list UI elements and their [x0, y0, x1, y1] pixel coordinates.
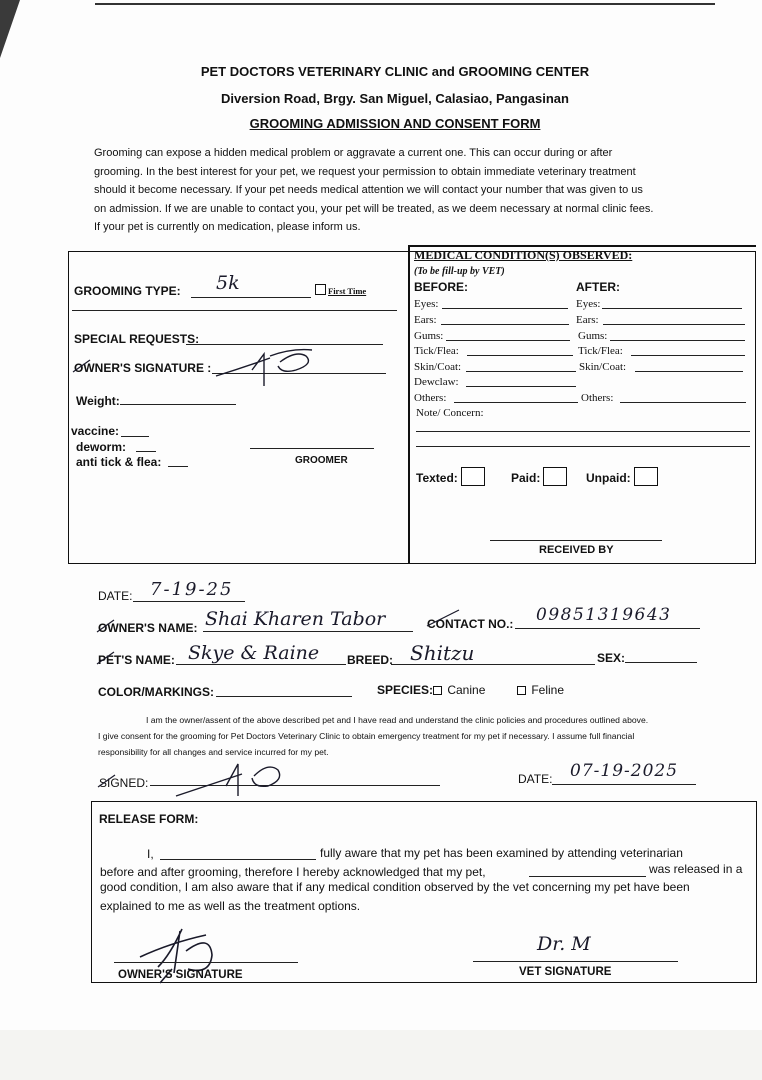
- owner-release-signature-line[interactable]: [114, 962, 298, 963]
- intro-paragraph: [94, 144, 714, 237]
- before-skin-field[interactable]: [466, 371, 576, 372]
- signed-date-field[interactable]: [552, 784, 696, 785]
- right-panel-top-border: [408, 245, 756, 247]
- strike-mark: [97, 773, 117, 789]
- owner-signature-label: OWNER'S SIGNATURE :: [74, 361, 212, 375]
- first-time-option[interactable]: [315, 284, 366, 296]
- before-eyes-field[interactable]: [442, 308, 568, 309]
- release-form-title: RELEASE FORM:: [99, 812, 199, 826]
- before-label: BEFORE:: [414, 280, 468, 294]
- owner-release-signature-label: OWNER'S SIGNATURE: [118, 969, 243, 981]
- note-line-2[interactable]: [416, 446, 750, 447]
- strike-mark: [96, 618, 116, 634]
- release-line-3: good condition, I am also aware that if any medical condition observed by the vet concerning my pet have been: [100, 880, 690, 894]
- before-dewclaw-field[interactable]: [466, 386, 576, 387]
- consent-line: responsibility for all changes and service incurred for my pet.: [98, 747, 329, 757]
- form-title: GROOMING ADMISSION AND CONSENT FORM: [249, 116, 541, 131]
- note-concern-label: Note/ Concern:: [416, 407, 484, 419]
- owner-name-value: Shai Kharen Tabor: [205, 608, 386, 630]
- clinic-address: Diversion Road, Brgy. San Miguel, Calasiao, Pangasinan: [221, 91, 569, 106]
- signed-label: SIGNED:: [99, 776, 149, 790]
- weight-field[interactable]: [120, 404, 236, 405]
- consent-line: I am the owner/assent of the above described pet and I have read and understand the clinic policies and procedures outlined above.: [146, 715, 649, 725]
- intro-line: If your pet is currently on medication, please inform us.: [94, 221, 361, 233]
- before-eyes-label: Eyes:: [414, 298, 439, 310]
- special-requests-field[interactable]: [186, 344, 383, 345]
- vaccine-label: vaccine:: [71, 424, 120, 438]
- intro-line: on admission. If we are unable to contact you, your pet will be treated, as we deem necessary at normal clinic fees.: [94, 202, 654, 215]
- texted-checkbox[interactable]: [461, 467, 485, 486]
- vet-subtitle: (To be fill-up by VET): [414, 266, 505, 277]
- before-gums-field[interactable]: [446, 340, 570, 341]
- after-gums-label: Gums:: [578, 330, 608, 342]
- vet-signature-value: Dr. M: [537, 933, 591, 955]
- signed-signature-scribble: [172, 756, 312, 801]
- before-ears-label: Ears:: [414, 314, 437, 326]
- after-tick-label: Tick/Flea:: [578, 345, 623, 357]
- panel-divider: [408, 245, 410, 563]
- after-gums-field[interactable]: [610, 340, 745, 341]
- before-others-field[interactable]: [454, 402, 578, 403]
- release-line-4: explained to me as well as the treatment options.: [100, 899, 361, 913]
- color-markings-label: COLOR/MARKINGS:: [98, 685, 214, 699]
- strike-mark: [72, 358, 92, 374]
- paid-option[interactable]: [511, 467, 567, 486]
- unpaid-label: Unpaid:: [586, 471, 631, 485]
- vaccine-field[interactable]: [121, 436, 149, 437]
- clinic-name: PET DOCTORS VETERINARY CLINIC and GROOMING CENTER: [200, 64, 590, 79]
- paid-checkbox[interactable]: [543, 467, 567, 486]
- canine-checkbox[interactable]: [433, 686, 442, 695]
- signed-date-label: DATE:: [518, 772, 553, 786]
- breed-label: BREED:: [347, 653, 394, 667]
- after-skin-field[interactable]: [635, 371, 743, 372]
- texted-label: Texted:: [416, 471, 458, 485]
- unpaid-option[interactable]: [586, 467, 658, 486]
- strike-mark: [96, 650, 116, 666]
- intro-line: should it become necessary. If your pet needs medical attention we will contact your number that was given to us: [94, 184, 643, 196]
- sex-field[interactable]: [625, 662, 697, 663]
- grooming-type-extra-line: [72, 310, 397, 311]
- strike-mark: [425, 608, 461, 628]
- sex-label: SEX:: [597, 651, 626, 665]
- feline-checkbox[interactable]: [517, 686, 526, 695]
- release-line-1-start: I,: [147, 847, 154, 861]
- after-others-field[interactable]: [620, 402, 746, 403]
- date-value: 7-19-25: [150, 579, 234, 600]
- grooming-type-field[interactable]: [191, 297, 311, 298]
- date-field[interactable]: [133, 601, 245, 602]
- species-label: SPECIES:: [377, 683, 434, 697]
- scan-edge-line: [95, 3, 715, 5]
- special-requests-label: SPECIAL REQUESTS:: [74, 332, 200, 346]
- release-line-2-end: was released in a: [649, 862, 743, 876]
- before-tick-label: Tick/Flea:: [414, 345, 459, 357]
- before-gums-label: Gums:: [414, 330, 444, 342]
- groomer-signature-line[interactable]: [250, 448, 374, 449]
- scan-corner-shadow: [0, 0, 20, 58]
- paid-label: Paid:: [511, 471, 541, 485]
- weight-label: Weight:: [76, 394, 120, 408]
- after-others-label: Others:: [581, 392, 614, 404]
- groomer-label: GROOMER: [295, 455, 348, 466]
- feline-option[interactable]: [517, 683, 564, 697]
- anti-tick-field[interactable]: [168, 466, 188, 467]
- pet-name-value: Skye & Raine: [188, 642, 320, 664]
- note-line-1[interactable]: [416, 431, 750, 432]
- contact-field[interactable]: [515, 628, 700, 629]
- after-ears-label: Ears:: [576, 314, 599, 326]
- deworm-label: deworm:: [76, 440, 127, 454]
- before-skin-label: Skin/Coat:: [414, 361, 462, 373]
- after-ears-field[interactable]: [603, 324, 745, 325]
- owner-name-field[interactable]: [203, 631, 413, 632]
- date-label: DATE:: [98, 589, 133, 603]
- release-pet-field[interactable]: [529, 876, 646, 877]
- contact-label: CONTACT NO.:: [427, 617, 514, 631]
- after-skin-label: Skin/Coat:: [579, 361, 627, 373]
- before-others-label: Others:: [414, 392, 447, 404]
- canine-option[interactable]: [433, 683, 485, 697]
- intro-line: grooming. In the best interest for your pet, we request your permission to obtain immediate veterinary treatment: [94, 165, 636, 178]
- signed-date-value: 07-19-2025: [570, 761, 679, 781]
- anti-tick-label: anti tick & flea:: [76, 455, 162, 469]
- texted-option[interactable]: [416, 467, 485, 486]
- first-time-label: First Time: [328, 286, 367, 296]
- deworm-field[interactable]: [136, 451, 156, 452]
- medical-condition-title: MEDICAL CONDITION(S) OBSERVED:: [414, 248, 633, 262]
- consent-line: I give consent for the grooming for Pet Doctors Veterinary Clinic to obtain emergency treatment for my pet if necessary. I assume full financial: [98, 731, 635, 741]
- after-eyes-label: Eyes:: [576, 298, 601, 310]
- owner-name-label: OWNER'S NAME:: [98, 621, 198, 635]
- contact-value: 09851319643: [536, 605, 672, 625]
- after-label: AFTER:: [576, 280, 620, 294]
- received-by-label: RECEIVED BY: [539, 544, 614, 556]
- before-tick-field[interactable]: [467, 355, 573, 356]
- vet-signature-label: VET SIGNATURE: [519, 966, 612, 978]
- grooming-type-label: GROOMING TYPE:: [74, 284, 181, 298]
- first-time-checkbox[interactable]: [315, 284, 326, 295]
- feline-label: Feline: [531, 683, 565, 697]
- consent-paragraph: [98, 712, 648, 760]
- received-by-line[interactable]: [490, 540, 662, 541]
- vet-signature-line[interactable]: [473, 961, 678, 962]
- pet-name-label: PET'S NAME:: [98, 653, 175, 667]
- unpaid-checkbox[interactable]: [634, 467, 658, 486]
- before-ears-field[interactable]: [441, 324, 569, 325]
- owner-signature-scribble: [212, 346, 322, 391]
- pet-name-field[interactable]: [176, 664, 346, 665]
- release-line-2-start: before and after grooming, therefore I hereby acknowledged that my pet,: [100, 865, 486, 879]
- breed-value: Shitzu: [410, 641, 475, 665]
- intro-line: Grooming can expose a hidden medical problem or aggravate a current one. This can occur during or after: [94, 147, 613, 159]
- color-markings-field[interactable]: [216, 696, 352, 697]
- after-tick-field[interactable]: [631, 355, 745, 356]
- grooming-type-value: 5k: [216, 272, 240, 294]
- canine-label: Canine: [447, 683, 486, 697]
- before-dewclaw-label: Dewclaw:: [414, 376, 459, 388]
- after-eyes-field[interactable]: [602, 308, 742, 309]
- release-line-1-end: fully aware that my pet has been examined by attending veterinarian: [320, 846, 683, 860]
- release-name-field[interactable]: [160, 859, 316, 860]
